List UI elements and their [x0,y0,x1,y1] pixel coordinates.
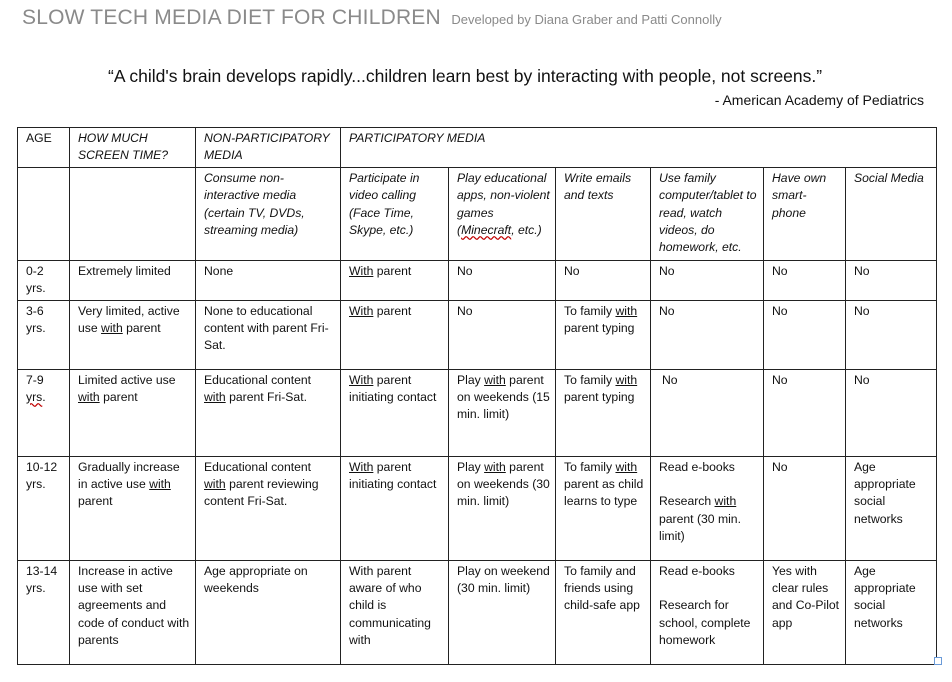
social-cell [846,560,937,664]
computer-text: No [662,372,678,387]
table-row [18,300,937,369]
smartphone-cell [764,560,846,664]
computer-text: Read e-books [659,459,735,474]
header-row [18,128,937,168]
play-cell [449,300,556,369]
age-cell [18,300,70,369]
subheader-emails-text: Write emails and texts [564,170,632,203]
video-calling-cell [341,300,449,369]
play-with: with [484,372,506,387]
computer-text: No [659,263,675,278]
media-diet-table [17,127,937,665]
document-header [22,6,722,30]
screen-time-text: Very limited, active use [78,303,180,336]
computer-cell [651,300,764,369]
consume-text-end: parent reviewing content Fri-Sat. [204,477,319,509]
screen-time-text: Increase in active use with set agreements and code of conduct with parents [78,563,190,648]
consume-cell [196,560,341,664]
computer-text: No [659,303,675,318]
email-cell [556,260,651,300]
table-row [18,560,937,664]
video-calling-text: parent [373,303,412,318]
computer-text-end: parent (30 min. limit) [659,511,741,544]
subheader-empty [70,167,196,260]
subheader-video-calling [341,167,449,260]
subheader-smartphone-text: Have own smart-phone [772,170,827,220]
email-cell [556,369,651,456]
screen-time-cell [70,560,196,664]
smartphone-cell [764,260,846,300]
header-screen-time [70,128,196,168]
age-text: 10-12 yrs. [26,459,58,492]
subheader-play-apps-text: Play educational apps, non-violent games ( [457,170,550,238]
quote-attribution: - American Academy of Pediatrics [714,92,924,108]
screen-time-text-end: parent [78,494,113,509]
play-text-end: parent on weekends (15 min. limit) [457,372,550,422]
age-text-end: . [42,390,46,405]
screen-time-with: with [78,390,100,405]
email-cell [556,560,651,664]
computer-text: Read e-books [659,563,735,578]
computer-cell [651,369,764,456]
subheader-play-apps-minecraft: Minecraft [461,223,512,238]
consume-cell [196,300,341,369]
subheader-social-text: Social Media [854,170,924,185]
screen-time-text-end: parent [99,390,138,405]
computer-text-research: Research [659,494,715,509]
video-calling-cell [341,369,449,456]
quote-text: “A child's brain develops rapidly...children learn best by interacting with people, not screens.” [108,66,823,86]
consume-with: with [204,477,226,492]
screen-time-cell [70,300,196,369]
email-text-end: parent typing [564,390,635,405]
age-text: 13-14 yrs. [26,563,58,596]
document-credit: Developed by Diana Graber and Patti Connolly [451,12,722,27]
table-row [18,369,937,456]
video-calling-cell [341,456,449,560]
screen-time-text: Extremely limited [78,263,171,278]
play-text: No [457,303,473,318]
video-calling-text: parent initiating contact [349,372,437,405]
video-calling-with: With [349,459,374,474]
consume-text: Age appropriate on weekends [204,563,308,596]
consume-text: None [204,263,234,278]
age-text: 0-2 yrs. [26,263,46,296]
computer-cell [651,560,764,664]
video-calling-with: With [349,303,374,318]
video-calling-cell [341,260,449,300]
table-row [18,260,937,300]
play-cell [449,260,556,300]
subheader-consume-text: Consume non-interactive media (certain TV, DVDs, streaming media) [204,170,305,238]
play-cell [449,456,556,560]
header-age-text: AGE [26,131,52,145]
video-calling-with: With [349,372,374,387]
consume-text: Educational content [204,372,312,387]
header-non-participatory-text: NON-PARTICIPATORY MEDIA [204,131,330,163]
header-non-participatory [196,128,341,168]
consume-with: with [204,390,226,405]
email-text: To family [564,459,616,474]
screen-time-cell [70,369,196,456]
subheader-play-apps-text-end: , etc.) [511,223,542,238]
social-text: No [854,303,870,318]
email-text: To family and friends using child-safe app [564,563,640,613]
social-cell [846,260,937,300]
header-screen-time-text: HOW MUCH SCREEN TIME? [78,131,169,163]
subheader-consume [196,167,341,260]
subheader-play-apps [449,167,556,260]
consume-cell [196,260,341,300]
smartphone-text: No [772,303,788,318]
email-text-end: parent as child learns to type [564,477,644,509]
play-text: No [457,263,473,278]
age-text: 3-6 yrs. [26,303,46,336]
age-cell [18,260,70,300]
consume-text: Educational content [204,459,312,474]
computer-cell [651,260,764,300]
smartphone-text: No [772,263,788,278]
age-cell [18,456,70,560]
smartphone-text: No [772,372,788,387]
email-with: with [615,303,638,318]
smartphone-text: Yes with clear rules and Co-Pilot app [772,563,840,630]
screen-time-with: with [149,477,171,492]
subheader-row [18,167,937,260]
consume-text-end: parent Fri-Sat. [225,390,307,405]
video-calling-cell [341,560,449,664]
subheader-video-calling-text: Participate in video calling (Face Time, Skype, etc.) [349,170,420,238]
subheader-social [846,167,937,260]
document-title: SLOW TECH MEDIA DIET FOR CHILDREN [22,6,441,29]
computer-cell [651,456,764,560]
smartphone-cell [764,369,846,456]
smartphone-cell [764,456,846,560]
video-calling-with: With [349,263,374,278]
table-row [18,456,937,560]
social-cell [846,456,937,560]
resize-handle[interactable] [934,657,942,665]
header-age [18,128,70,168]
screen-time-with: with [101,321,123,336]
email-text: No [564,263,580,278]
header-participatory-text: PARTICIPATORY MEDIA [349,131,486,145]
social-text: Age appropriate social networks [854,459,916,526]
header-participatory [341,128,937,168]
computer-text-research: Research for school, complete homework [659,598,751,648]
consume-cell [196,369,341,456]
subheader-computer [651,167,764,260]
screen-time-cell [70,260,196,300]
play-text: Play [457,372,485,387]
email-text-end: parent typing [564,321,635,336]
consume-text: None to educational content with parent Fri-Sat. [204,303,329,353]
email-cell [556,456,651,560]
subheader-computer-text: Use family computer/tablet to read, watch videos, do homework, etc. [659,170,757,255]
play-cell [449,369,556,456]
email-with: with [615,459,638,474]
email-text: To family [564,303,616,318]
computer-with: with [714,494,737,509]
age-cell [18,560,70,664]
age-text: 7-9 [26,372,44,387]
subheader-empty [18,167,70,260]
screen-time-text-end: parent [122,321,161,336]
social-cell [846,369,937,456]
smartphone-cell [764,300,846,369]
smartphone-text: No [772,459,788,474]
screen-time-text: Gradually increase in active use [78,459,180,492]
video-calling-text: parent [373,263,412,278]
age-cell [18,369,70,456]
subheader-emails [556,167,651,260]
play-text: Play on weekend (30 min. limit) [457,563,550,596]
video-calling-text: parent initiating contact [349,459,437,492]
email-text: To family [564,372,616,387]
play-text-end: parent on weekends (30 min. limit) [457,459,550,509]
play-text: Play [457,459,485,474]
screen-time-cell [70,456,196,560]
screen-time-text: Limited active use [78,372,176,387]
email-with: with [615,372,638,387]
social-text: Age appropriate social networks [854,563,916,630]
consume-cell [196,456,341,560]
play-with: with [484,459,506,474]
social-text: No [854,372,870,387]
play-cell [449,560,556,664]
social-text: No [854,263,870,278]
subheader-smartphone [764,167,846,260]
social-cell [846,300,937,369]
video-calling-text: With parent aware of who child is communicating with [349,563,431,648]
age-text-yrs: yrs [26,390,43,405]
email-cell [556,300,651,369]
